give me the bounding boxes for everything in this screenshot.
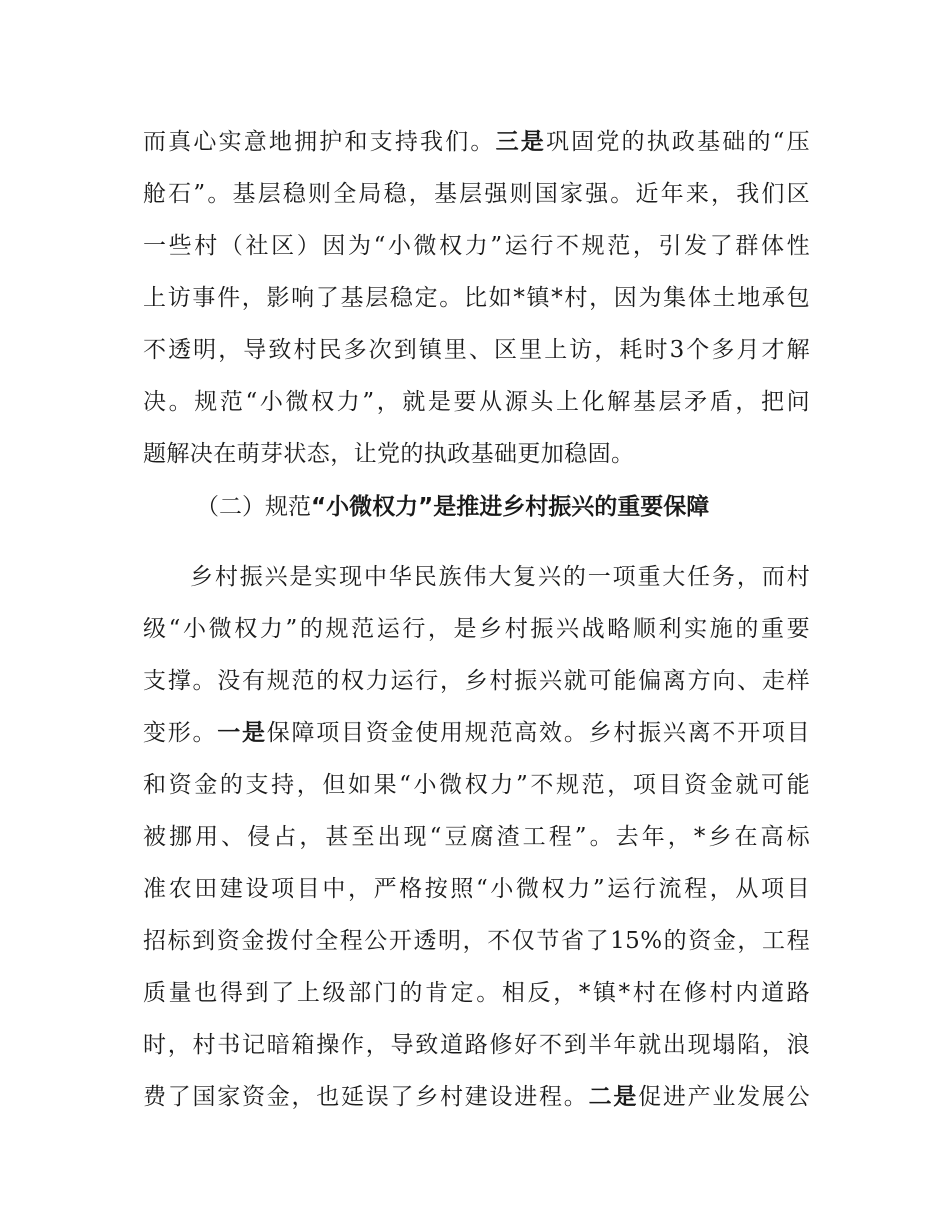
paragraph-line: 舱石”。基层稳则全局稳，基层强则国家强。近年来，我们区	[143, 181, 810, 207]
paragraph-line: 质量也得到了上级部门的肯定。相反，*镇*村在修村内道路	[143, 980, 810, 1006]
heading-number: （二）规范	[196, 494, 311, 520]
paragraph-line	[143, 713, 810, 753]
paragraph-line	[143, 122, 810, 162]
paragraph-line: 上访事件，影响了基层稳定。比如*镇*村，因为集体土地承包	[143, 285, 810, 311]
text-run: 保障项目资金使用规范高效。乡村振兴离不开项目	[266, 720, 810, 746]
bold-marker: 三是	[495, 129, 546, 155]
paragraph-line: 决。规范“小微权力”，就是要从源头上化解基层矛盾，把问	[143, 389, 810, 415]
paragraph-line: 不透明，导致村民多次到镇里、区里上访，耗时3个多月才解	[143, 337, 810, 363]
paragraph-line: 一些村（社区）因为“小微权力”运行不规范，引发了群体性	[143, 233, 810, 259]
paragraph-line: 招标到资金拨付全程公开透明，不仅节省了15%的资金，工程	[143, 928, 810, 954]
paragraph-line: 级“小微权力”的规范运行，是乡村振兴战略顺利实施的重要	[143, 616, 810, 642]
paragraph-line: 准农田建设项目中，严格按照“小微权力”运行流程，从项目	[143, 876, 810, 902]
text-run: 变形。	[143, 720, 218, 746]
paragraph-line	[143, 1077, 810, 1117]
text-run: 促进产业发展公	[638, 1084, 810, 1110]
bold-marker: 一是	[217, 720, 267, 746]
paragraph-line: 时，村书记暗箱操作，导致道路修好不到半年就出现塌陷，浪	[143, 1032, 810, 1058]
heading-title: “小微权力”是推进乡村振兴的重要保障	[311, 494, 710, 520]
text-run: 费了国家资金，也延误了乡村建设进程。	[143, 1084, 589, 1110]
section-heading	[196, 487, 816, 527]
text-run: 巩固党的执政基础的“压	[545, 129, 810, 155]
bold-marker: 二是	[588, 1084, 639, 1110]
text-run: 而真心实意地拥护和支持我们。	[143, 129, 496, 155]
paragraph-line: 被挪用、侵占，甚至出现“豆腐渣工程”。去年，*乡在高标	[143, 824, 810, 850]
paragraph-line: 题解决在萌芽状态，让党的执政基础更加稳固。	[143, 441, 635, 467]
paragraph-line: 乡村振兴是实现中华民族伟大复兴的一项重大任务，而村	[190, 564, 810, 590]
paragraph-line: 支撑。没有规范的权力运行，乡村振兴就可能偏离方向、走样	[143, 668, 810, 694]
paragraph-line: 和资金的支持，但如果“小微权力”不规范，项目资金就可能	[143, 772, 810, 798]
